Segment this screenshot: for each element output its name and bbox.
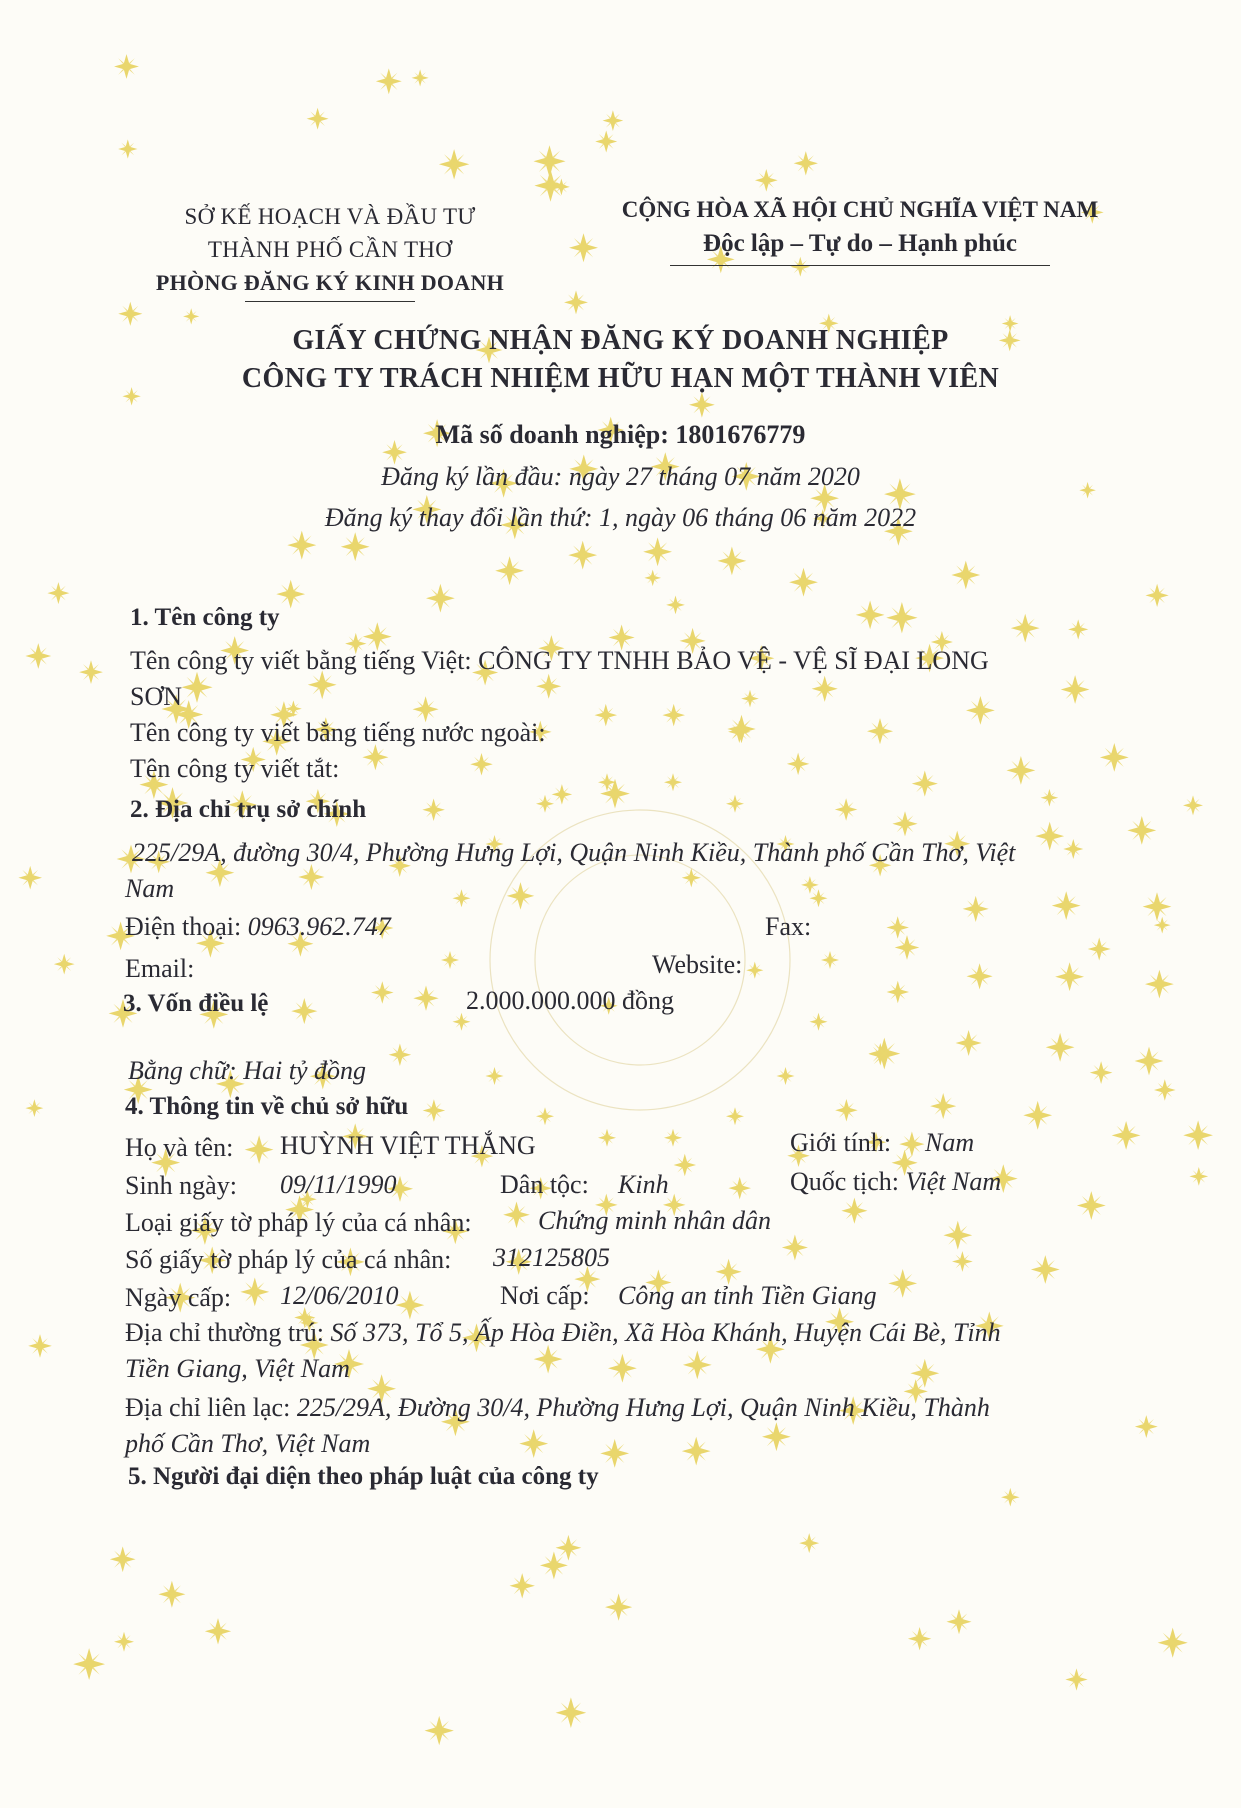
- permanent-address-cont: Tiền Giang, Việt Nam: [125, 1354, 350, 1383]
- section-5-heading: 5. Người đại diện theo pháp luật của công ty: [128, 1463, 599, 1490]
- company-name-foreign-label: Tên công ty viết bằng tiếng nước ngoài:: [130, 718, 546, 747]
- contact-address-cont: phố Cần Thơ, Việt Nam: [125, 1429, 371, 1458]
- capital-in-words: [128, 1056, 366, 1086]
- owner-name-label: Họ và tên:: [125, 1133, 234, 1162]
- contact-address-line: [125, 1393, 990, 1423]
- company-name-vn-label: Tên công ty viết bằng tiếng Việt:: [130, 646, 472, 675]
- nationality-value: Việt Nam: [905, 1167, 1002, 1196]
- nationality-line: [790, 1167, 1001, 1197]
- permanent-address-value: Số 373, Tổ 5, Ấp Hòa Điền, Xã Hòa Khánh, Huyện Cái Bè, Tỉnh: [330, 1318, 1001, 1347]
- national-motto: [590, 193, 1130, 266]
- phone-line: [125, 912, 391, 942]
- republic-name: CỘNG HÒA XÃ HỘI CHỦ NGHĨA VIỆT NAM: [621, 197, 1099, 222]
- enterprise-code-label: Mã số doanh nghiệp:: [435, 420, 669, 449]
- id-number-label: Số giấy tờ pháp lý của cá nhân:: [125, 1245, 452, 1274]
- section-4-heading: 4. Thông tin về chủ sở hữu: [125, 1093, 409, 1120]
- ethnicity-value: Kinh: [618, 1170, 669, 1199]
- id-number-value: 312125805: [493, 1243, 610, 1272]
- issue-date-value: 12/06/2010: [280, 1281, 399, 1310]
- issue-date-label: Ngày cấp:: [125, 1283, 232, 1312]
- fax-label: Fax:: [765, 912, 812, 941]
- first-registration-date: ngày 27 tháng 07 năm 2020: [568, 462, 860, 491]
- company-name-short-label: Tên công ty viết tắt:: [130, 754, 340, 783]
- issue-place-label: Nơi cấp:: [500, 1281, 590, 1310]
- company-name-vn-cont: SƠN: [130, 682, 183, 711]
- authority-line-3: PHÒNG ĐĂNG KÝ KINH DOANH: [155, 270, 505, 295]
- ethnicity-label: Dân tộc:: [500, 1170, 589, 1199]
- id-type-label: Loại giấy tờ pháp lý của cá nhân:: [125, 1208, 472, 1237]
- company-name-vn: [130, 646, 989, 676]
- website-label: Website:: [652, 950, 743, 979]
- id-type-value: Chứng minh nhân dân: [538, 1206, 772, 1235]
- motto: Độc lập – Tự do – Hạnh phúc: [703, 230, 1017, 257]
- charter-capital-amount: 2.000.000.000 đồng: [466, 986, 674, 1015]
- company-type-title: CÔNG TY TRÁCH NHIỆM HỮU HẠN MỘT THÀNH VIÊN: [241, 363, 1000, 394]
- dob-value: 09/11/1990: [280, 1170, 397, 1199]
- capital-in-words-label: Bằng chữ:: [128, 1056, 237, 1085]
- head-office-address: 225/29A, đường 30/4, Phường Hưng Lợi, Quận Ninh Kiều, Thành phố Cần Thơ, Việt: [132, 838, 1016, 867]
- enterprise-code: 1801676779: [675, 420, 806, 449]
- authority-line-2: THÀNH PHỐ CẦN THƠ: [207, 237, 453, 262]
- permanent-address-label: Địa chỉ thường trú:: [125, 1318, 324, 1347]
- motto-underline: [670, 265, 1050, 266]
- section-1-heading: 1. Tên công ty: [130, 604, 280, 631]
- email-label: Email:: [125, 954, 195, 983]
- permanent-address-line: [125, 1318, 1001, 1348]
- capital-in-words-value: Hai tỷ đồng: [243, 1056, 367, 1085]
- first-registration-line: [0, 462, 1241, 492]
- issuing-authority: [90, 200, 570, 302]
- phone-value: 0963.962.747: [247, 912, 391, 941]
- change-registration-line: [0, 503, 1241, 533]
- dob-label: Sinh ngày:: [125, 1171, 237, 1200]
- contact-address-value: 225/29A, Đường 30/4, Phường Hưng Lợi, Quận Ninh Kiều, Thành: [296, 1393, 990, 1422]
- owner-name: HUỲNH VIỆT THẮNG: [280, 1131, 536, 1160]
- authority-line-1: SỞ KẾ HOẠCH VÀ ĐẦU TƯ: [184, 204, 476, 229]
- nationality-label: Quốc tịch:: [790, 1167, 900, 1196]
- section-3-heading: 3. Vốn điều lệ: [123, 990, 269, 1017]
- change-registration-value: 1, ngày 06 tháng 06 năm 2022: [599, 503, 917, 532]
- issue-place-value: Công an tỉnh Tiền Giang: [618, 1281, 877, 1310]
- section-2-heading: 2. Địa chỉ trụ sở chính: [130, 796, 367, 823]
- gender-label: Giới tính:: [790, 1128, 892, 1157]
- company-name-vn-value: CÔNG TY TNHH BẢO VỆ - VỆ SĨ ĐẠI LONG: [478, 646, 989, 675]
- contact-address-label: Địa chỉ liên lạc:: [125, 1393, 291, 1422]
- certificate-title: GIẤY CHỨNG NHẬN ĐĂNG KÝ DOANH NGHIỆP: [292, 325, 949, 356]
- gender-value: Nam: [925, 1128, 975, 1157]
- change-registration-label: Đăng ký thay đổi lần thứ:: [324, 503, 593, 532]
- phone-label: Điện thoại:: [125, 912, 242, 941]
- authority-underline: [245, 301, 415, 302]
- enterprise-code-line: [0, 420, 1241, 450]
- head-office-address-cont: Nam: [125, 874, 175, 903]
- first-registration-label: Đăng ký lần đầu:: [381, 462, 563, 491]
